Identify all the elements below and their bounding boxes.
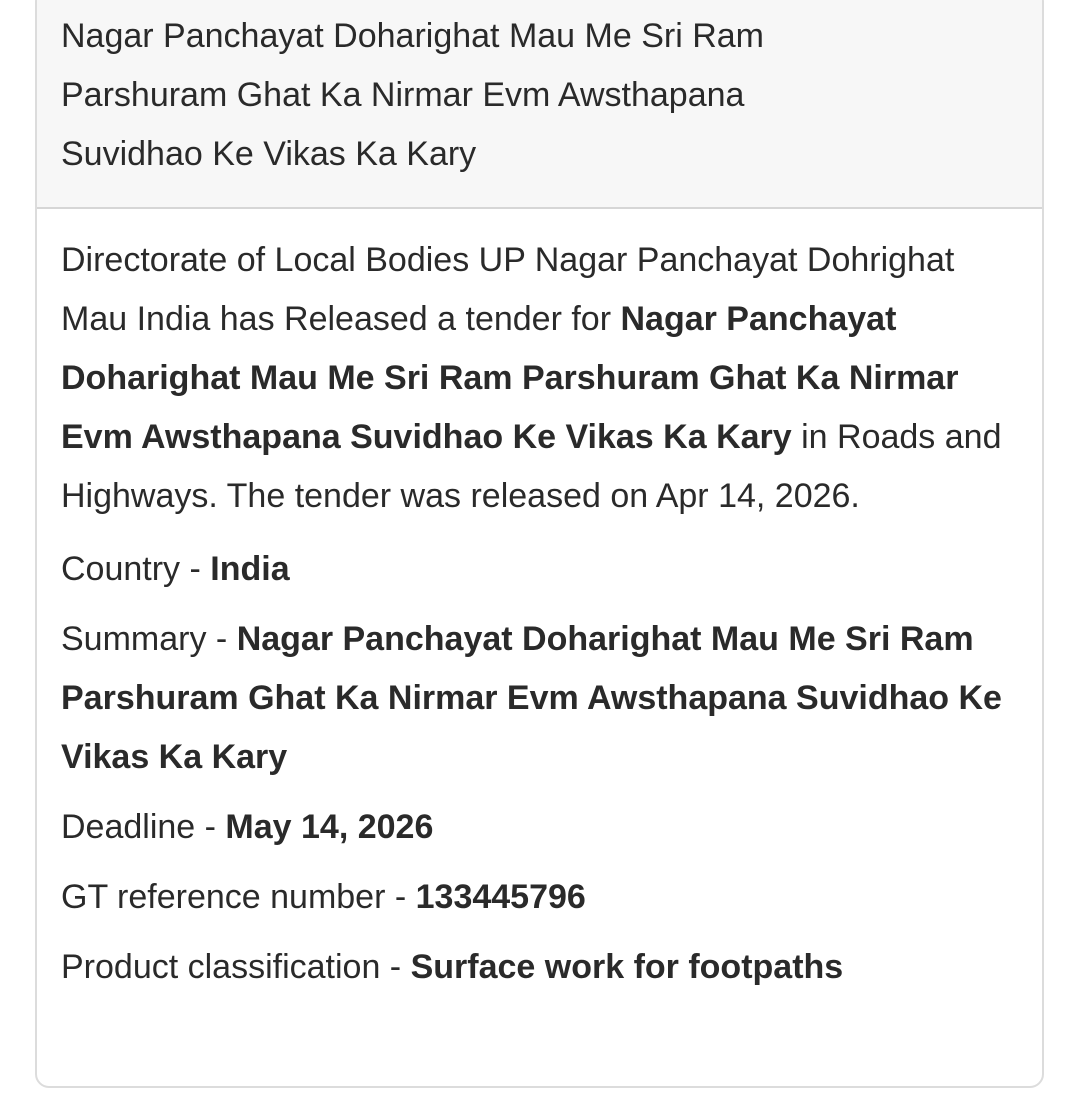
reference-value: 133445796 [415, 878, 586, 916]
reference-label: GT reference number - [61, 878, 416, 916]
issuer-text: Directorate of Local Bodies UP Nagar Panchayat Dohrighat Mau India [61, 241, 955, 338]
deadline-row [61, 798, 1018, 857]
description-sector-text: in Roads and Highways. The tender was released on Apr 14, 2026. [61, 418, 1002, 515]
deadline-value: May 14, 2026 [225, 808, 434, 846]
reference-row [61, 868, 1018, 927]
country-value: India [210, 550, 290, 588]
tender-description [61, 231, 1018, 526]
country-label: Country - [61, 550, 211, 588]
summary-row [61, 610, 1018, 787]
deadline-label: Deadline - [61, 808, 226, 846]
description-connector: has Released a tender for [210, 300, 621, 338]
tender-title: Nagar Panchayat Doharighat Mau Me Sri Ram Parshuram Ghat Ka Nirmar Evm Awsthapana Suvidhao Ke Vikas Ka Kary [61, 17, 764, 173]
summary-label: Summary - [61, 620, 237, 658]
description-tender-title: Nagar Panchayat Doharighat Mau Me Sri Ram Parshuram Ghat Ka Nirmar Evm Awsthapana Suvidhao Ke Vikas Ka Kary [61, 300, 959, 456]
classification-row [61, 938, 1018, 997]
classification-value: Surface work for footpaths [410, 948, 844, 986]
classification-label: Product classification - [61, 948, 411, 986]
country-row [61, 540, 1018, 599]
card-body [37, 209, 1042, 997]
card-header [37, 0, 1042, 209]
summary-value: Nagar Panchayat Doharighat Mau Me Sri Ram Parshuram Ghat Ka Nirmar Evm Awsthapana Suvidhao Ke Vikas Ka Kary [61, 620, 1002, 776]
tender-card [35, 0, 1044, 1088]
